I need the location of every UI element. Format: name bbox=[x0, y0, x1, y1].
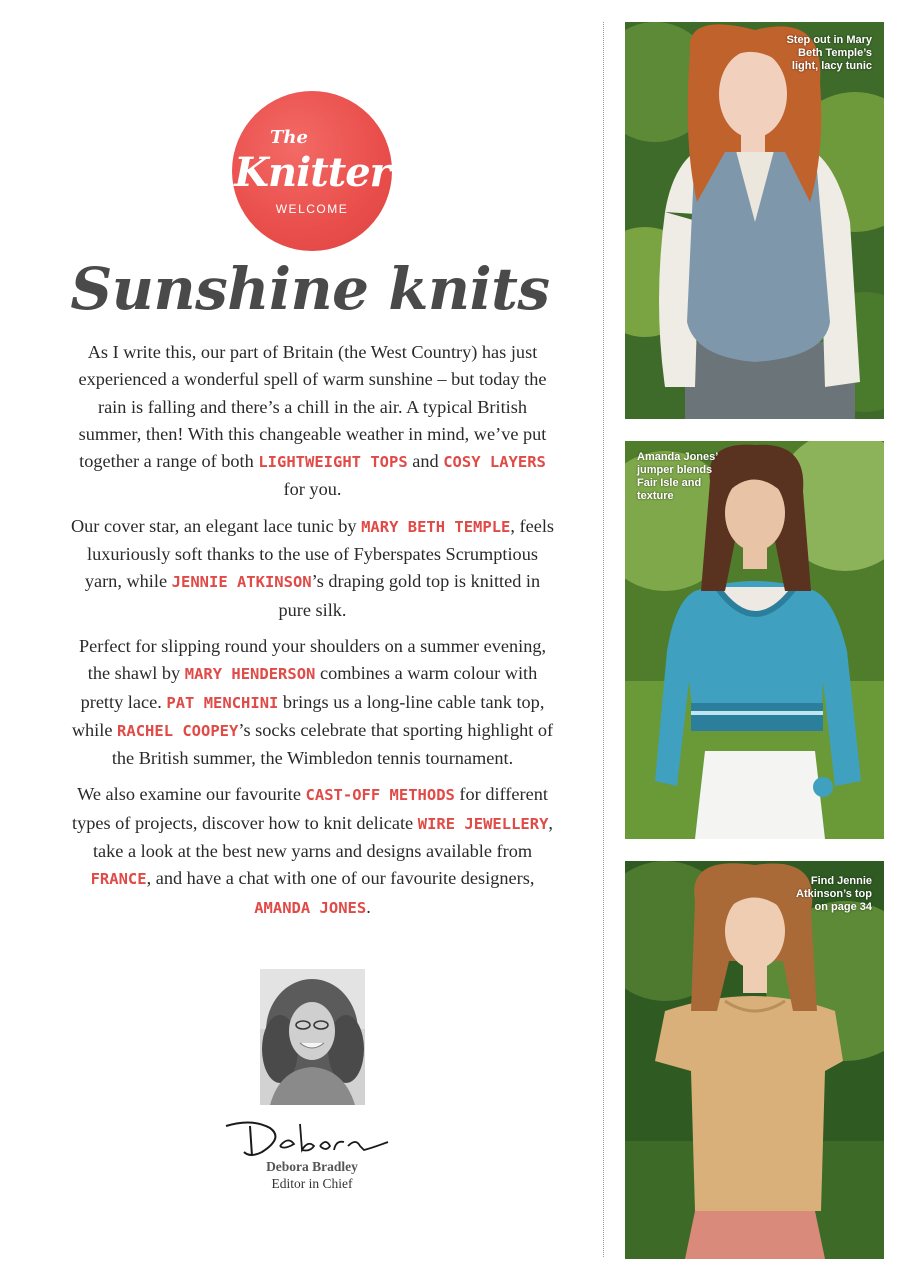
body-text: brings us a long-line cable tank top, while bbox=[71, 691, 545, 740]
highlight-term: WIRE JEWELLERY bbox=[417, 814, 549, 833]
highlight-term: AMANDA JONES bbox=[254, 898, 367, 917]
body-text: . bbox=[366, 896, 371, 917]
highlight-term: MARY HENDERSON bbox=[184, 665, 316, 684]
editor-signature bbox=[222, 1112, 392, 1162]
logo-the: The bbox=[270, 127, 308, 148]
page-title: Sunshine knits bbox=[70, 255, 550, 323]
body-paragraph bbox=[70, 513, 555, 624]
photo-caption: Step out in Mary Beth Temple’s light, lacy tunic bbox=[786, 34, 872, 72]
body-text: and bbox=[407, 451, 444, 472]
editor-name: Debora Bradley bbox=[266, 1159, 358, 1174]
body-text: combines a warm colour with pretty lace. bbox=[80, 663, 538, 712]
body-text: As I write this, our part of Britain (the West Country) has just experienced a wonderful spell of warm sunshine – but today the rain is falling and there’s a chill in the air. A typical British summer, then! With this changeable weather in mind, we’ve put together a range of both bbox=[78, 342, 547, 472]
body-text: We also examine our favourite bbox=[77, 784, 306, 805]
photo-caption: Amanda Jones’ jumper blends Fair Isle and texture bbox=[637, 451, 719, 502]
body-text: ’s draping gold top is knitted in pure silk. bbox=[278, 571, 541, 620]
photo-fair-isle-jumper bbox=[625, 441, 884, 839]
highlight-term: RACHEL COOPEY bbox=[117, 721, 239, 740]
photo-lace-tunic bbox=[625, 22, 884, 419]
editor-portrait bbox=[260, 969, 365, 1105]
logo-name: Knitter bbox=[234, 149, 390, 196]
column-divider bbox=[603, 22, 604, 1257]
highlight-term: CAST-OFF METHODS bbox=[305, 786, 455, 805]
body-paragraph bbox=[70, 633, 555, 772]
body-text: for different types of projects, discover how to knit delicate bbox=[72, 784, 548, 833]
body-text: ’s socks celebrate that sporting highlight of the British summer, the Wimbledon tennis tournament. bbox=[111, 719, 554, 769]
photo-caption: Find Jennie Atkinson’s top on page 34 bbox=[796, 875, 872, 913]
body-paragraph bbox=[70, 781, 555, 921]
highlight-term: LIGHTWEIGHT TOPS bbox=[258, 453, 408, 472]
photo-gold-silk-top bbox=[625, 861, 884, 1259]
logo-section-label: WELCOME bbox=[275, 202, 349, 216]
editor-role: Editor in Chief bbox=[271, 1176, 353, 1191]
body-text: , take a look at the best new yarns and designs available from bbox=[92, 812, 553, 862]
highlight-term: MARY BETH TEMPLE bbox=[361, 517, 511, 536]
body-text: for you. bbox=[283, 479, 342, 500]
body-text: , feels luxuriously soft thanks to the use of Fyberspates Scrumptious yarn, while bbox=[84, 515, 555, 592]
body-paragraph bbox=[70, 339, 555, 504]
highlight-term: PAT MENCHINI bbox=[166, 693, 279, 712]
knitter-logo bbox=[232, 91, 392, 251]
highlight-term: COSY LAYERS bbox=[443, 453, 546, 472]
body-text: Our cover star, an elegant lace tunic by bbox=[70, 515, 362, 536]
body-text: , and have a chat with one of our favourite designers, bbox=[146, 868, 535, 889]
highlight-term: FRANCE bbox=[90, 870, 147, 889]
body-text: Perfect for slipping round your shoulders on a summer evening, the shawl by bbox=[78, 635, 547, 684]
editorial-body bbox=[70, 339, 555, 931]
highlight-term: JENNIE ATKINSON bbox=[171, 573, 312, 592]
